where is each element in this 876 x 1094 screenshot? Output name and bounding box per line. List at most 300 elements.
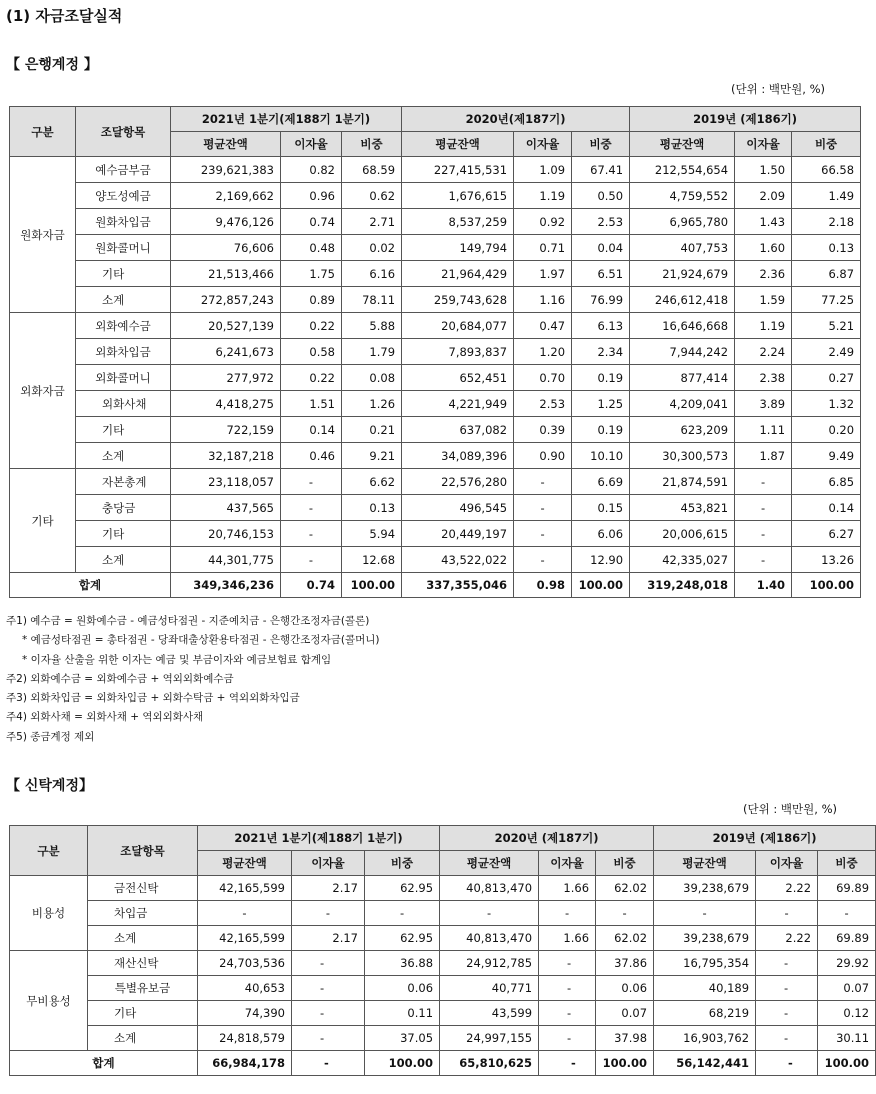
table-cell: 212,554,654 — [630, 157, 735, 183]
item-label: 외화콜머니 — [76, 365, 171, 391]
table-cell: 1.26 — [342, 391, 402, 417]
table-cell: 0.11 — [365, 1001, 440, 1026]
table-cell: 2.22 — [756, 926, 818, 951]
table-cell: 0.19 — [572, 365, 630, 391]
table-cell: 8,537,259 — [402, 209, 514, 235]
table-cell: - — [365, 901, 440, 926]
table-cell: 43,522,022 — [402, 547, 514, 573]
table-cell: 259,743,628 — [402, 287, 514, 313]
table-cell: - — [818, 901, 876, 926]
table-cell: 227,415,531 — [402, 157, 514, 183]
table-cell: 0.06 — [365, 976, 440, 1001]
footnote-line: * 이자율 산출을 위한 이자는 예금 및 부금이자와 예금보험료 합계임 — [22, 653, 332, 666]
table-row — [10, 261, 861, 287]
total-label: 합계 — [10, 1051, 198, 1076]
table-cell: 1.66 — [539, 876, 596, 901]
table-cell: 0.46 — [281, 443, 342, 469]
footnote-line: 주1) 예수금 = 원화예수금 - 예금성타점권 - 지준예치금 - 은행간조정자금(콜론) — [6, 615, 370, 627]
table-cell: 30.11 — [818, 1026, 876, 1051]
item-label: 기타 — [76, 261, 171, 287]
group-label: 무비용성 — [10, 951, 88, 1051]
col-header-rate: 이자율 — [292, 851, 365, 876]
table-cell: 437,565 — [171, 495, 281, 521]
col-header-rate: 이자율 — [735, 132, 792, 157]
item-label: 기타 — [88, 1001, 198, 1026]
table-cell: 40,771 — [440, 976, 539, 1001]
trust-unit-label: (단위 : 백만원, %) — [743, 802, 837, 816]
table-cell: 4,209,041 — [630, 391, 735, 417]
table-cell: 1.49 — [792, 183, 861, 209]
col-header-share: 비중 — [792, 132, 861, 157]
table-cell: 0.07 — [818, 976, 876, 1001]
table-cell: - — [756, 976, 818, 1001]
table-cell: 42,165,599 — [198, 876, 292, 901]
col-header-period: 2019년 (제186기) — [630, 107, 861, 132]
table-cell: - — [514, 547, 572, 573]
table-cell: 0.02 — [342, 235, 402, 261]
table-cell: - — [539, 1026, 596, 1051]
table-cell: 0.89 — [281, 287, 342, 313]
table-cell: 0.19 — [572, 417, 630, 443]
section-title: (1) 자금조달실적 — [6, 7, 123, 25]
table-cell: 2,169,662 — [171, 183, 281, 209]
table-cell: 0.48 — [281, 235, 342, 261]
col-header-share: 비중 — [365, 851, 440, 876]
bank-unit-label: (단위 : 백만원, %) — [731, 82, 825, 96]
col-header-group: 구분 — [10, 107, 76, 157]
col-header-rate: 이자율 — [281, 132, 342, 157]
col-header-period: 2020년 (제187기) — [440, 826, 654, 851]
table-cell: 1.20 — [514, 339, 572, 365]
table-cell: 2.53 — [514, 391, 572, 417]
group-label: 외화자금 — [10, 313, 76, 469]
table-cell: - — [292, 1001, 365, 1026]
footnote-line: 주2) 외화예수금 = 외화예수금 + 역외외화예수금 — [6, 672, 234, 685]
table-cell: 24,818,579 — [198, 1026, 292, 1051]
table-cell: 77.25 — [792, 287, 861, 313]
total-cell: 349,346,236 — [171, 573, 281, 598]
table-cell: 246,612,418 — [630, 287, 735, 313]
table-row — [10, 313, 861, 339]
table-cell: - — [292, 901, 365, 926]
table-row — [10, 951, 876, 976]
total-cell: 65,810,625 — [440, 1051, 539, 1076]
footnote-line: * 예금성타점권 = 총타점권 - 당좌대출상환용타점권 - 은행간조정자금(콜머니) — [22, 634, 380, 647]
table-cell: 6.06 — [572, 521, 630, 547]
table-cell: 16,646,668 — [630, 313, 735, 339]
table-cell: 623,209 — [630, 417, 735, 443]
table-cell: - — [281, 495, 342, 521]
table-cell: 453,821 — [630, 495, 735, 521]
table-cell: 44,301,775 — [171, 547, 281, 573]
table-cell: 0.74 — [281, 209, 342, 235]
table-cell: 76.99 — [572, 287, 630, 313]
table-cell: 43,599 — [440, 1001, 539, 1026]
table-cell: - — [756, 1001, 818, 1026]
table-cell: 0.22 — [281, 365, 342, 391]
total-cell: - — [292, 1051, 365, 1076]
table-cell: 0.58 — [281, 339, 342, 365]
total-cell: 337,355,046 — [402, 573, 514, 598]
table-cell: 6.85 — [792, 469, 861, 495]
table-cell: 1.51 — [281, 391, 342, 417]
table-row — [10, 469, 861, 495]
table-row — [10, 547, 861, 573]
table-cell: 69.89 — [818, 926, 876, 951]
total-cell: 319,248,018 — [630, 573, 735, 598]
table-cell: 0.47 — [514, 313, 572, 339]
table-cell: 0.13 — [792, 235, 861, 261]
table-cell: 6.27 — [792, 521, 861, 547]
table-cell: 66.58 — [792, 157, 861, 183]
table-cell: 1.19 — [735, 313, 792, 339]
item-label: 금전신탁 — [88, 876, 198, 901]
item-label: 차입금 — [88, 901, 198, 926]
col-header-period: 2021년 1분기(제188기 1분기) — [198, 826, 440, 851]
item-label: 충당금 — [76, 495, 171, 521]
table-cell: - — [539, 951, 596, 976]
table-row — [10, 209, 861, 235]
col-header-share: 비중 — [818, 851, 876, 876]
table-cell: 40,813,470 — [440, 876, 539, 901]
table-cell: - — [440, 901, 539, 926]
table-cell: - — [735, 521, 792, 547]
col-header-rate: 이자율 — [514, 132, 572, 157]
col-header-period: 2019년 (제186기) — [654, 826, 876, 851]
table-cell: 10.10 — [572, 443, 630, 469]
col-header-share: 비중 — [572, 132, 630, 157]
table-cell: - — [292, 1026, 365, 1051]
table-cell: 1.25 — [572, 391, 630, 417]
table-cell: - — [539, 976, 596, 1001]
total-cell: 1.40 — [735, 573, 792, 598]
table-cell: 76,606 — [171, 235, 281, 261]
table-cell: 32,187,218 — [171, 443, 281, 469]
table-cell: 78.11 — [342, 287, 402, 313]
table-cell: 1.97 — [514, 261, 572, 287]
table-cell: 0.07 — [596, 1001, 654, 1026]
table-cell: - — [292, 976, 365, 1001]
table-cell: 1.09 — [514, 157, 572, 183]
table-cell: - — [539, 1001, 596, 1026]
table-cell: 2.34 — [572, 339, 630, 365]
table-cell: 68.59 — [342, 157, 402, 183]
item-label: 기타 — [76, 417, 171, 443]
table-row — [10, 287, 861, 313]
table-cell: 37.86 — [596, 951, 654, 976]
table-cell: - — [514, 521, 572, 547]
table-cell: 2.53 — [572, 209, 630, 235]
table-row — [10, 157, 861, 183]
table-cell: 877,414 — [630, 365, 735, 391]
table-cell: 13.26 — [792, 547, 861, 573]
table-row — [10, 876, 876, 901]
col-header-period: 2021년 1분기(제188기 1분기) — [171, 107, 402, 132]
table-cell: 4,759,552 — [630, 183, 735, 209]
table-row — [10, 365, 861, 391]
trust-funding-table — [9, 825, 876, 1076]
table-cell: 2.17 — [292, 876, 365, 901]
group-label: 원화자금 — [10, 157, 76, 313]
table-cell: 21,924,679 — [630, 261, 735, 287]
col-header-share: 비중 — [342, 132, 402, 157]
col-header-balance: 평균잔액 — [402, 132, 514, 157]
item-label: 외화차입금 — [76, 339, 171, 365]
table-cell: 2.18 — [792, 209, 861, 235]
item-label: 소계 — [88, 926, 198, 951]
table-row — [10, 521, 861, 547]
total-cell: 100.00 — [792, 573, 861, 598]
footnotes — [6, 612, 379, 747]
table-row — [10, 1026, 876, 1051]
table-cell: 6,965,780 — [630, 209, 735, 235]
table-cell: 0.92 — [514, 209, 572, 235]
table-cell: 12.68 — [342, 547, 402, 573]
table-cell: 69.89 — [818, 876, 876, 901]
total-cell: 100.00 — [818, 1051, 876, 1076]
bank-account-heading: 【 은행계정 】 — [6, 57, 98, 73]
table-cell: 0.82 — [281, 157, 342, 183]
total-cell: 56,142,441 — [654, 1051, 756, 1076]
table-cell: - — [596, 901, 654, 926]
total-cell: 66,984,178 — [198, 1051, 292, 1076]
table-cell: 6.13 — [572, 313, 630, 339]
table-cell: 0.90 — [514, 443, 572, 469]
table-cell: 6,241,673 — [171, 339, 281, 365]
item-label: 소계 — [76, 287, 171, 313]
table-cell: 0.12 — [818, 1001, 876, 1026]
col-header-share: 비중 — [596, 851, 654, 876]
table-cell: - — [514, 469, 572, 495]
table-cell: - — [756, 901, 818, 926]
table-cell: 1.59 — [735, 287, 792, 313]
table-cell: 0.15 — [572, 495, 630, 521]
table-cell: 0.14 — [281, 417, 342, 443]
bank-table-body — [10, 157, 861, 598]
table-cell: 407,753 — [630, 235, 735, 261]
table-cell: 2.36 — [735, 261, 792, 287]
table-cell: 21,513,466 — [171, 261, 281, 287]
table-row — [10, 926, 876, 951]
table-cell: 62.02 — [596, 926, 654, 951]
table-cell: 0.13 — [342, 495, 402, 521]
table-cell: 1.60 — [735, 235, 792, 261]
col-header-period: 2020년(제187기) — [402, 107, 630, 132]
table-row — [10, 417, 861, 443]
footnote-line: 주5) 종금계정 제외 — [6, 730, 95, 743]
table-cell: - — [735, 469, 792, 495]
table-cell: 652,451 — [402, 365, 514, 391]
table-cell: - — [281, 469, 342, 495]
table-cell: 1.66 — [539, 926, 596, 951]
table-cell: 6.51 — [572, 261, 630, 287]
col-header-balance: 평균잔액 — [171, 132, 281, 157]
table-cell: 62.95 — [365, 876, 440, 901]
total-cell: - — [756, 1051, 818, 1076]
table-cell: 39,238,679 — [654, 876, 756, 901]
total-cell: 0.74 — [281, 573, 342, 598]
total-cell: 0.98 — [514, 573, 572, 598]
table-cell: 40,653 — [198, 976, 292, 1001]
table-cell: 37.05 — [365, 1026, 440, 1051]
table-cell: 0.96 — [281, 183, 342, 209]
table-cell: 24,912,785 — [440, 951, 539, 976]
table-cell: 1.11 — [735, 417, 792, 443]
table-cell: 277,972 — [171, 365, 281, 391]
table-cell: 20,746,153 — [171, 521, 281, 547]
table-cell: 5.21 — [792, 313, 861, 339]
table-cell: - — [756, 1026, 818, 1051]
col-header-balance: 평균잔액 — [440, 851, 539, 876]
table-cell: 67.41 — [572, 157, 630, 183]
table-cell: - — [281, 547, 342, 573]
table-cell: 1.87 — [735, 443, 792, 469]
item-label: 원화콜머니 — [76, 235, 171, 261]
table-cell: 0.70 — [514, 365, 572, 391]
table-cell: 37.98 — [596, 1026, 654, 1051]
table-cell: 24,997,155 — [440, 1026, 539, 1051]
table-row — [10, 443, 861, 469]
table-cell: - — [292, 951, 365, 976]
item-label: 양도성예금 — [76, 183, 171, 209]
table-cell: 0.20 — [792, 417, 861, 443]
table-cell: - — [654, 901, 756, 926]
table-cell: 0.04 — [572, 235, 630, 261]
table-cell: 1.32 — [792, 391, 861, 417]
table-cell: 0.50 — [572, 183, 630, 209]
item-label: 원화차입금 — [76, 209, 171, 235]
table-cell: 62.95 — [365, 926, 440, 951]
table-cell: 496,545 — [402, 495, 514, 521]
table-cell: 40,189 — [654, 976, 756, 1001]
table-cell: 7,944,242 — [630, 339, 735, 365]
table-row — [10, 901, 876, 926]
table-cell: 637,082 — [402, 417, 514, 443]
table-cell: 2.22 — [756, 876, 818, 901]
table-cell: 34,089,396 — [402, 443, 514, 469]
table-cell: 239,621,383 — [171, 157, 281, 183]
table-cell: 1.50 — [735, 157, 792, 183]
table-cell: 68,219 — [654, 1001, 756, 1026]
table-cell: 24,703,536 — [198, 951, 292, 976]
table-row — [10, 339, 861, 365]
table-cell: 2.17 — [292, 926, 365, 951]
table-cell: 4,418,275 — [171, 391, 281, 417]
table-cell: 1.43 — [735, 209, 792, 235]
table-cell: 4,221,949 — [402, 391, 514, 417]
total-cell: 100.00 — [572, 573, 630, 598]
table-cell: 20,527,139 — [171, 313, 281, 339]
table-cell: 0.62 — [342, 183, 402, 209]
table-cell: 0.22 — [281, 313, 342, 339]
table-cell: 1.75 — [281, 261, 342, 287]
col-header-group: 구분 — [10, 826, 88, 876]
table-cell: 1.16 — [514, 287, 572, 313]
table-row — [10, 391, 861, 417]
item-label: 외화예수금 — [76, 313, 171, 339]
table-cell: 0.06 — [596, 976, 654, 1001]
col-header-rate: 이자율 — [756, 851, 818, 876]
table-cell: 2.24 — [735, 339, 792, 365]
table-cell: 42,335,027 — [630, 547, 735, 573]
table-cell: 272,857,243 — [171, 287, 281, 313]
footnote-line: 주4) 외화사채 = 외화사채 + 역외외화사채 — [6, 711, 204, 724]
col-header-item: 조달항목 — [76, 107, 171, 157]
table-cell: - — [735, 547, 792, 573]
table-cell: 722,159 — [171, 417, 281, 443]
table-cell: 6.16 — [342, 261, 402, 287]
table-cell: - — [756, 951, 818, 976]
table-cell: 7,893,837 — [402, 339, 514, 365]
table-cell: - — [735, 495, 792, 521]
total-cell: 100.00 — [342, 573, 402, 598]
table-cell: 2.38 — [735, 365, 792, 391]
table-cell: 29.92 — [818, 951, 876, 976]
table-cell: 0.14 — [792, 495, 861, 521]
total-row — [10, 573, 861, 598]
col-header-balance: 평균잔액 — [654, 851, 756, 876]
table-cell: 6.87 — [792, 261, 861, 287]
table-row — [10, 1001, 876, 1026]
table-cell: - — [514, 495, 572, 521]
table-cell: 36.88 — [365, 951, 440, 976]
table-cell: 0.71 — [514, 235, 572, 261]
table-cell: 20,449,197 — [402, 521, 514, 547]
trust-table-body — [10, 876, 876, 1076]
item-label: 예수금부금 — [76, 157, 171, 183]
table-cell: 3.89 — [735, 391, 792, 417]
item-label: 기타 — [76, 521, 171, 547]
table-cell: 6.69 — [572, 469, 630, 495]
bank-funding-table — [9, 106, 861, 598]
group-label: 기타 — [10, 469, 76, 573]
table-cell: 1,676,615 — [402, 183, 514, 209]
table-cell: 1.79 — [342, 339, 402, 365]
item-label: 소계 — [88, 1026, 198, 1051]
table-cell: 23,118,057 — [171, 469, 281, 495]
table-row — [10, 183, 861, 209]
table-cell: 9.21 — [342, 443, 402, 469]
table-cell: 149,794 — [402, 235, 514, 261]
table-cell: 12.90 — [572, 547, 630, 573]
table-cell: 6.62 — [342, 469, 402, 495]
table-row — [10, 495, 861, 521]
table-cell: 16,795,354 — [654, 951, 756, 976]
table-cell: 40,813,470 — [440, 926, 539, 951]
table-cell: 2.09 — [735, 183, 792, 209]
table-cell: 39,238,679 — [654, 926, 756, 951]
table-cell: 2.71 — [342, 209, 402, 235]
total-cell: 100.00 — [596, 1051, 654, 1076]
table-cell: 0.27 — [792, 365, 861, 391]
table-cell: 9.49 — [792, 443, 861, 469]
table-cell: 0.39 — [514, 417, 572, 443]
item-label: 소계 — [76, 547, 171, 573]
table-cell: 1.19 — [514, 183, 572, 209]
table-cell: 5.88 — [342, 313, 402, 339]
table-cell: 42,165,599 — [198, 926, 292, 951]
footnote-line: 주3) 외화차입금 = 외화차입금 + 외화수탁금 + 역외외화차입금 — [6, 692, 300, 705]
item-label: 외화사채 — [76, 391, 171, 417]
table-cell: - — [281, 521, 342, 547]
table-cell: 20,006,615 — [630, 521, 735, 547]
table-cell: - — [198, 901, 292, 926]
col-header-balance: 평균잔액 — [198, 851, 292, 876]
trust-account-heading: 【 신탁계정】 — [6, 778, 93, 794]
total-cell: - — [539, 1051, 596, 1076]
table-cell: 30,300,573 — [630, 443, 735, 469]
item-label: 특별유보금 — [88, 976, 198, 1001]
